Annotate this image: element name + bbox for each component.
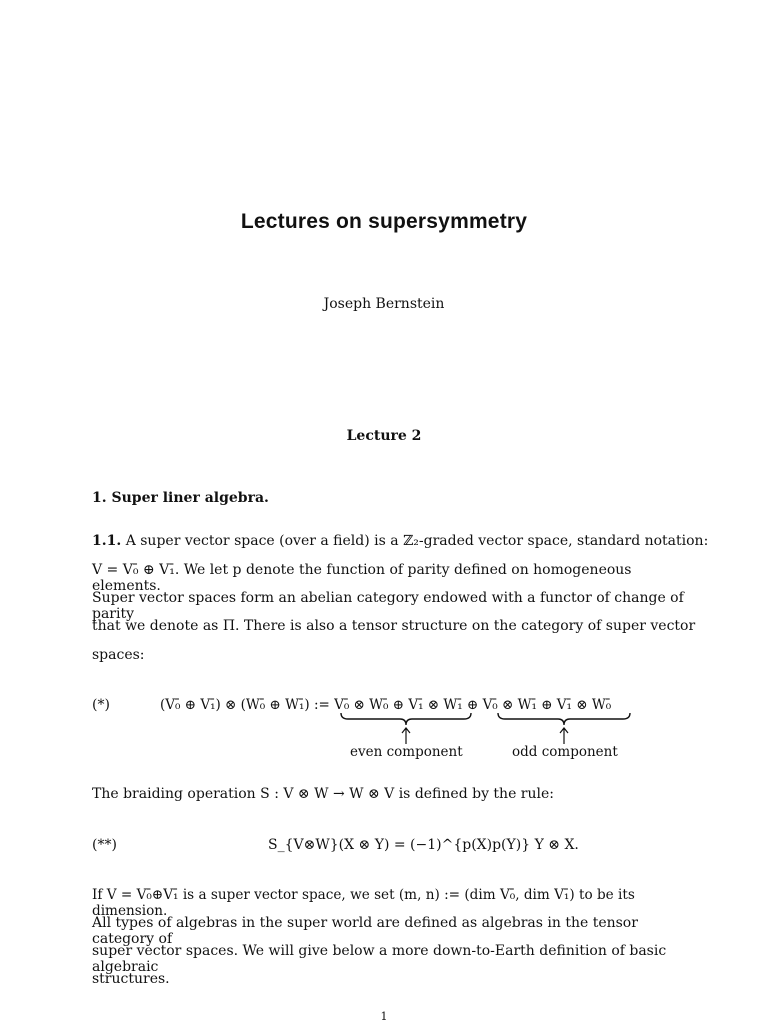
braiding-sentence: The braiding operation S : V ⊗ W → W ⊗ V is defined by the rule: — [92, 786, 554, 802]
equation-2: S_{V⊗W}(X ⊗ Y) = (−1)^{p(X)p(Y)} Y ⊗ X. — [268, 837, 579, 853]
para1-text: A super vector space (over a field) is a ℤ₂-graded vector space, standard notation: — [125, 533, 709, 549]
para1-line5: spaces: — [92, 647, 145, 663]
para1-line4: that we denote as Π. There is also a tensor structure on the category of super vector — [92, 618, 696, 634]
paper-title: Lectures on supersymmetry — [240, 210, 528, 233]
para3-line3: super vector spaces. We will give below a more down-to-Earth definition of basic algebraic — [92, 943, 667, 975]
para1-number: 1.1. — [92, 533, 122, 549]
page-number: 1 — [380, 1010, 388, 1023]
lecture-heading: Lecture 2 — [346, 428, 422, 444]
equation-1: (V₀̄ ⊕ V₁̄) ⊗ (W₀̄ ⊕ W₁̄) := V₀̄ ⊗ W₀̄ ⊕ V₁̄ ⊗ W₁̄ ⊕ V₀̄ ⊗ W₁̄ ⊕ V₁̄ ⊗ W₀̄ — [160, 697, 612, 713]
even-component-label: even component — [350, 744, 463, 760]
section-heading: 1. Super liner algebra. — [92, 490, 269, 506]
even-brace — [340, 712, 472, 726]
para3-line4: structures. — [92, 971, 170, 987]
para1-line3: Super vector spaces form an abelian category endowed with a functor of change of parity — [92, 590, 684, 622]
odd-component-label: odd component — [512, 744, 618, 760]
para1-line2: V = V₀̄ ⊕ V₁̄. We let p denote the function of parity defined on homogeneous elements. — [92, 562, 632, 594]
para3-line1: If V = V₀̄⊕V₁̄ is a super vector space, we set (m, n) := (dim V₀̄, dim V₁̄) to be its dimension. — [92, 887, 635, 919]
para3-line2: All types of algebras in the super world are defined as algebras in the tensor category of — [92, 915, 638, 947]
equation-1-label: (*) — [92, 697, 110, 713]
para1-line1 — [92, 533, 708, 549]
odd-brace — [497, 712, 631, 726]
equation-2-label: (**) — [92, 837, 117, 853]
author-name: Joseph Bernstein — [323, 296, 445, 312]
